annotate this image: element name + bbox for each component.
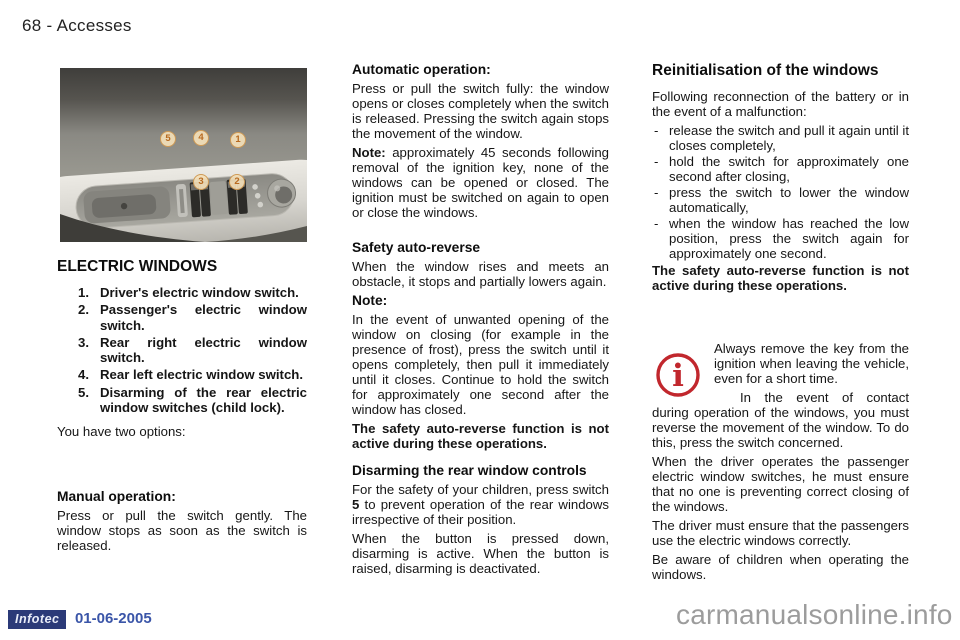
window-switches-photo <box>60 68 307 242</box>
list-item: 1. Driver's electric window switch. <box>78 285 299 300</box>
manual-operation-text: Press or pull the switch gently. The window stops as soon as the switch is released. <box>57 508 307 554</box>
disarming-text-2: When the button is pressed down, disarming is active. When the button is raised, disarming is deactivated. <box>352 531 609 576</box>
callout-2: 2 <box>229 174 245 190</box>
automatic-operation-text: Press or pull the switch fully: the window opens or closes completely when the switch is released. Pressing the switch again stops the movement of the window. <box>352 81 609 141</box>
page-title: 68 - Accesses <box>22 16 132 35</box>
info-text-2: In the event of contact during operation of the windows, you must reverse the movement of the window. To do this, press the switch concerned. <box>652 390 909 450</box>
options-line: You have two options: <box>57 424 186 440</box>
page-header <box>22 16 132 36</box>
site-watermark: carmanualsonline.info <box>676 599 953 630</box>
revision-date: 01-06-2005 <box>74 610 152 628</box>
callout-3: 3 <box>193 174 209 190</box>
safety-warning: The safety auto-reverse function is not active during these operations. <box>352 421 609 451</box>
section-title-electric-windows: ELECTRIC WINDOWS <box>57 258 218 275</box>
reinitialisation-steps <box>652 123 909 261</box>
disarming-text-1: For the safety of your children, press switch 5 to prevent operation of the rear windows irrespective of their position. <box>352 482 609 527</box>
driver-passenger-text: When the driver operates the passenger electric window switches, he must ensure that no one is preventing correct closing of the windows. <box>652 454 909 514</box>
step-item: - release the switch and pull it again until it closes completely, <box>654 123 909 153</box>
switch-legend-list <box>57 285 307 415</box>
driver-ensure-text: The driver must ensure that the passengers use the electric windows correctly. <box>652 518 909 548</box>
list-item: 5. Disarming of the rear electric window switches (child lock). <box>78 384 307 416</box>
heading-disarming-rear-window: Disarming the rear window controls <box>352 463 587 478</box>
list-item: 2. Passenger's electric window switch. <box>78 302 307 333</box>
switch-5-ref: 5 <box>352 497 360 512</box>
note-text: In the event of unwanted opening of the window on closing (for example in the presence of frost), press the switch until it opens completely, then pull it immediately until it closes. Continue to hold the switch for approximately one second after the window has closed. <box>352 312 609 417</box>
reinitialisation-intro: Following reconnection of the battery or in the event of a malfunction: <box>652 89 909 119</box>
callout-4: 4 <box>193 130 209 146</box>
callout-5: 5 <box>160 131 176 147</box>
step-item: - hold the switch for approximately one second after closing, <box>654 154 909 184</box>
heading-automatic-operation: Automatic operation: <box>352 62 491 77</box>
heading-manual-operation: Manual operation: <box>57 489 176 505</box>
reinitialisation-warning: The safety auto-reverse function is not active during these operations. <box>652 263 909 293</box>
info-callout <box>652 341 909 450</box>
heading-reinitialisation: Reinitialisation of the windows <box>652 62 879 79</box>
right-column <box>652 62 909 586</box>
svg-text:i: i <box>672 358 684 394</box>
step-item: - when the window has reached the low position, press the switch again for approximately one second. <box>654 216 909 261</box>
callout-1: 1 <box>230 132 246 148</box>
footer <box>8 610 152 629</box>
info-text-1: Always remove the key from the ignition when leaving the vehicle, even for a short time. <box>714 341 909 386</box>
heading-note: Note: <box>352 293 388 308</box>
list-item: 3. Rear right electric window switch. <box>78 334 307 366</box>
left-column <box>57 258 307 557</box>
automatic-note: Note: approximately 45 seconds following removal of the ignition key, none of the windows can be opened or closed. The ignition must be switched on again to open or close the windows. <box>352 145 609 220</box>
heading-safety-auto-reverse: Safety auto-reverse <box>352 240 481 255</box>
note-label: Note: <box>352 145 386 160</box>
door-panel-illustration <box>60 68 307 242</box>
children-warning-text: Be aware of children when operating the windows. <box>652 552 909 582</box>
list-item: 4. Rear left electric window switch. <box>78 367 303 383</box>
middle-column <box>352 62 609 580</box>
safety-auto-reverse-text: When the window rises and meets an obstacle, it stops and partially lowers again. <box>352 259 609 289</box>
info-icon <box>654 351 702 399</box>
infotec-logo: Infotec <box>8 610 66 629</box>
step-item: - press the switch to lower the window automatically, <box>654 185 909 215</box>
